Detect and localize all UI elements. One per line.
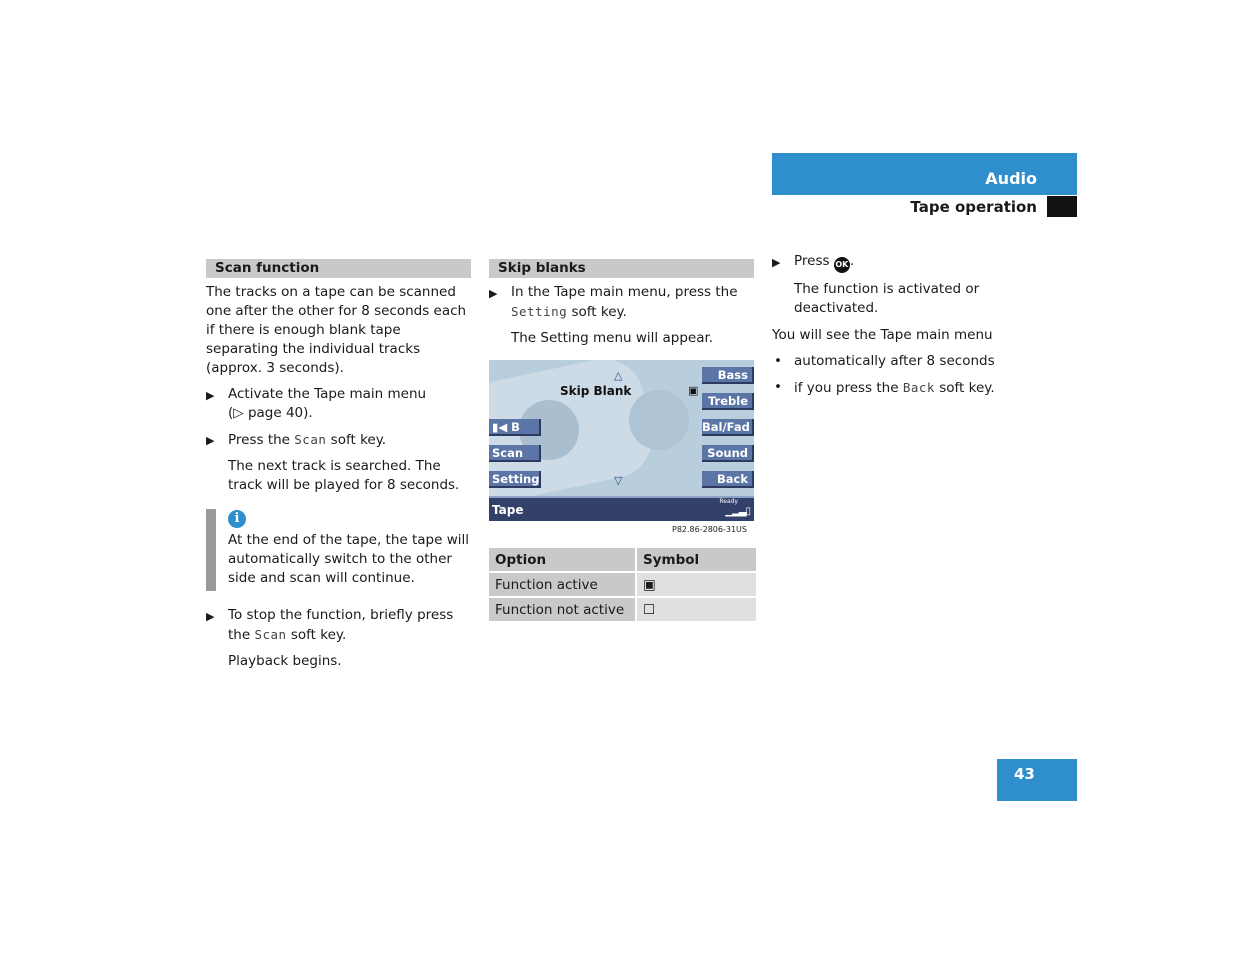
cassette-reel-right [629,390,689,450]
checkbox-checked-icon: ▣ [688,384,699,397]
bullet-icon: • [774,379,782,395]
symbol-cell: ▣ [636,572,756,597]
option-cell: Function not active [489,597,636,622]
softkey-scan[interactable]: Scan [489,445,541,462]
softkey-tape-side[interactable]: ▮◀ B [489,419,541,436]
scan-function-heading: Scan function [206,259,471,278]
softkey-setting[interactable]: Setting [489,471,541,488]
section-title: Audio [985,169,1037,188]
symbol-cell: ☐ [636,597,756,622]
soft-key-label: Scan [254,627,287,642]
soft-key-label: Setting [511,304,568,319]
step-arrow-icon: ▶ [489,287,498,300]
step-activate-menu: ▶ Activate the Tape main menu (▷ page 40). [206,386,427,421]
softkey-sound[interactable]: Sound [702,445,754,462]
table-header-row [489,548,756,572]
step-arrow-icon: ▶ [206,434,215,447]
right-column [772,252,1037,398]
signal-strength-icon: ▁▂▃▯ [725,506,750,517]
status-ready: Ready [719,498,738,505]
softkey-bal-fad[interactable]: Bal/Fad [702,419,754,436]
note-text: At the end of the tape, the tape will automatically switch to the other side and scan will continue. [228,532,469,586]
bullet-icon: • [774,353,782,369]
middle-column [489,259,754,348]
main-menu-lead: You will see the Tape main menu [772,327,993,343]
soft-key-label: Scan [294,432,327,447]
page-number: 43 [1014,765,1035,783]
column-header: Symbol [636,548,756,572]
scan-intro: The tracks on a tape can be scanned one after the other for 8 seconds each if there is enough blank tape separating the individual tracks (approx. 3 seconds). [206,284,467,376]
tape-setting-screen [489,360,754,521]
table-row [489,597,756,622]
playback-result: Playback begins. [228,653,342,669]
section-header-bar [772,153,1077,195]
status-label: Tape [492,503,524,517]
figure-id: P82.86-2806-31US [672,525,747,534]
list-item: • if you press the Back soft key. [774,379,995,396]
menu-item-skip-blank: Skip Blank [560,384,632,398]
scroll-down-icon: ▽ [614,474,623,487]
step-arrow-icon: ▶ [772,256,781,269]
info-note [206,509,471,588]
step-stop-scan: ▶ To stop the function, briefly press the Scan soft key. [206,607,454,643]
toggle-result: The function is activated or deactivated. [794,281,980,316]
setting-result: The Setting menu will appear. [511,330,714,346]
softkey-back[interactable]: Back [702,471,754,488]
softkey-bass[interactable]: Bass [702,367,754,384]
step-press-setting: ▶ In the Tape main menu, press the Setting soft key. [489,284,738,320]
skip-blanks-heading: Skip blanks [489,259,754,278]
page-number-box [997,759,1077,801]
status-bar [489,496,754,521]
softkey-treble[interactable]: Treble [702,393,754,410]
soft-key-label: Back [902,380,935,395]
step-arrow-icon: ▶ [206,389,215,402]
left-column [206,259,471,671]
ok-button-icon: OK [834,257,850,273]
header-marker [1047,196,1077,217]
column-header: Option [489,548,636,572]
option-symbol-table [489,548,756,623]
step-arrow-icon: ▶ [206,610,215,623]
step-press-ok: ▶ Press OK . [772,252,1037,273]
step-press-scan: ▶ Press the Scan soft key. [206,432,387,448]
option-cell: Function active [489,572,636,597]
scroll-up-icon: △ [614,369,623,382]
subsection-title: Tape operation [910,198,1037,216]
table-row [489,572,756,597]
info-icon: i [228,510,246,528]
note-bar [206,509,216,591]
list-item: • automatically after 8 seconds [774,353,995,369]
scan-result: The next track is searched. The track will be played for 8 seconds. [228,458,460,493]
